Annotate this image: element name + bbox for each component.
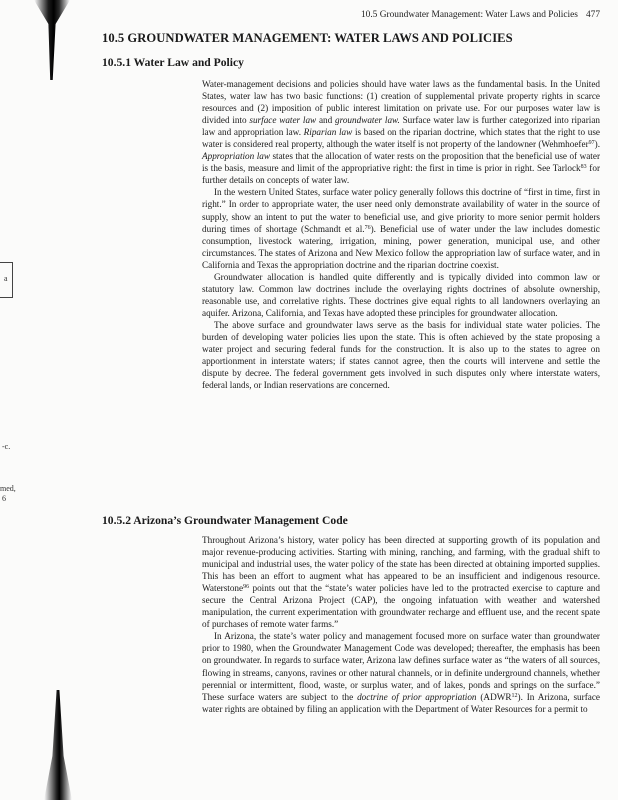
text-run: Groundwater allocation is handled quite differently and is typically divided into common law or statutory law. Common law doctrines include the overlaying rights doctrines of absolute ownership, reasonable use, and correlative rights. These doctrines give equal rights to all landowners overlaying an aquifer. Arizona, California, and Texas have adopted these principles for groundwater allocation.	[202, 271, 600, 318]
text-run: Water-management decisions and policies should have water laws as the fundamental basis. In the United States, water law has two basic functions: (1) creation of supplemental private property rights in scarce resources and (2) imposition of public interest limitation on private use. For our purposes water law is divided into	[202, 79, 600, 126]
text-run: Surface water law is further categorized into riparian law and appropriation law.	[202, 115, 600, 138]
paragraph	[202, 319, 600, 391]
margin-fragment: 6	[2, 494, 6, 503]
italic-term: groundwater law.	[335, 115, 400, 126]
paragraph	[202, 630, 600, 714]
text-run: (ADWR	[476, 691, 512, 702]
paragraph	[202, 271, 600, 319]
italic-term: Appropriation law	[202, 151, 270, 162]
paragraph	[202, 534, 600, 630]
text-run: In the western United States, surface water policy generally follows this doctrine of “first in time, first in right.” In order to appropriate water, the user need only demonstrate availability of water in the source of supply, show an intent to put the water to beneficial use, and give priority to more senior permit holders during times of shortage (Schmandt et al.	[202, 187, 600, 234]
text-run: ). In Arizona, surface water rights are obtained by filing an application with the Department of Water Resources for a permit to	[202, 691, 601, 714]
text-run: The above surface and groundwater laws serve as the basis for individual state water policies. The burden of developing water policies lies upon the state. This is often achieved by the state proposing a water project and securing federal funds for the construction. It is also up to the states to agree on apportionment in interstate waters; if states cannot agree, then the courts will intervene and settle the dispute by decree. The federal government gets involved in such disputes only where interstate waters, federal lands, or Indian reservations are concerned.	[202, 319, 600, 391]
margin-fragment: med,	[0, 484, 16, 493]
text-run: for further details on concepts of water law.	[202, 163, 601, 186]
running-head-section: 10.5 Groundwater Management: Water Laws and Policies	[360, 10, 578, 20]
paragraph	[202, 186, 600, 270]
subsection-heading-water-law: 10.5.1 Water Law and Policy	[102, 56, 244, 69]
citation-ref: 97	[588, 140, 595, 147]
section-heading: 10.5 GROUNDWATER MANAGEMENT: WATER LAWS AND POLICIES	[102, 31, 513, 45]
subsection-heading-arizona-code: 10.5.2 Arizona’s Groundwater Management Code	[102, 514, 348, 527]
text-run: is based on the riparian doctrine, which states that the right to use water is considered real property, although the water itself is not property of the landowner (Wehmhoefer	[202, 127, 600, 150]
running-head	[200, 10, 600, 20]
text-run: ). Beneficial use of water under the law includes domestic consumption, livestock watering, irrigation, mining, power generation, municipal use, and other circumstances. The states of Arizona and New Mexico follow the appropriation law of surface water, and in California and Texas the appropriation doctrine and the riparian doctrine coexist.	[202, 223, 600, 270]
citation-ref: 96	[243, 584, 250, 591]
citation-ref: 83	[580, 164, 587, 171]
italic-term: Riparian law	[303, 127, 353, 138]
text-run: states that the allocation of water rests on the proposition that the beneficial use of water is the basis, measure and limit of the appropriative right: the first in time is prior in right. See Tarlock	[202, 151, 600, 174]
text-run: Throughout Arizona’s history, water policy has been directed at supporting growth of its population and major revenue-producing activities. Starting with mining, ranching, and farming, with the gradual shift to municipal and industrial uses, the water policy of the state has been directed at obtaining imported supplies. This has been an effort to augment what has appeared to be an insufficient and indigenous resource. Waterstone	[202, 535, 600, 594]
margin-fragment: a	[4, 274, 8, 283]
text-run: and	[316, 115, 335, 126]
page-number: 477	[585, 10, 600, 20]
text-run: ).	[594, 139, 600, 150]
text-run: In Arizona, the state’s water policy and management focused more on surface water than groundwater prior to 1980, when the Groundwater Management Code was developed; thereafter, the emphasis has been on groundwater. In regards to surface water, Arizona law defines surface water as “the waters of all sources, flowing in streams, canyons, ravines or other natural channels, or in definite underground channels, whether perennial or intermittent, flood, waste, or surplus water, and of lakes, ponds and springs on the surface.” These surface waters are subject to the	[202, 631, 600, 702]
italic-term: surface water law	[249, 115, 317, 126]
citation-ref: 12	[511, 692, 518, 699]
italic-term: doctrine of prior appropriation	[357, 691, 477, 702]
citation-ref: 76	[364, 224, 371, 231]
text-run: points out that the “state’s water policies have led to the protracted exercise to capture and secure the Central Arizona Project (CAP), the ongoing infatuation with weather and watershed manipulation, the current experimentation with groundwater recharge and effluent use, and the recent spate of purchases of remote water farms.”	[202, 583, 600, 630]
body-text-water-law	[202, 78, 600, 391]
paragraph	[202, 78, 600, 186]
body-text-arizona-code	[202, 534, 600, 715]
margin-fragment: -c.	[2, 442, 11, 451]
